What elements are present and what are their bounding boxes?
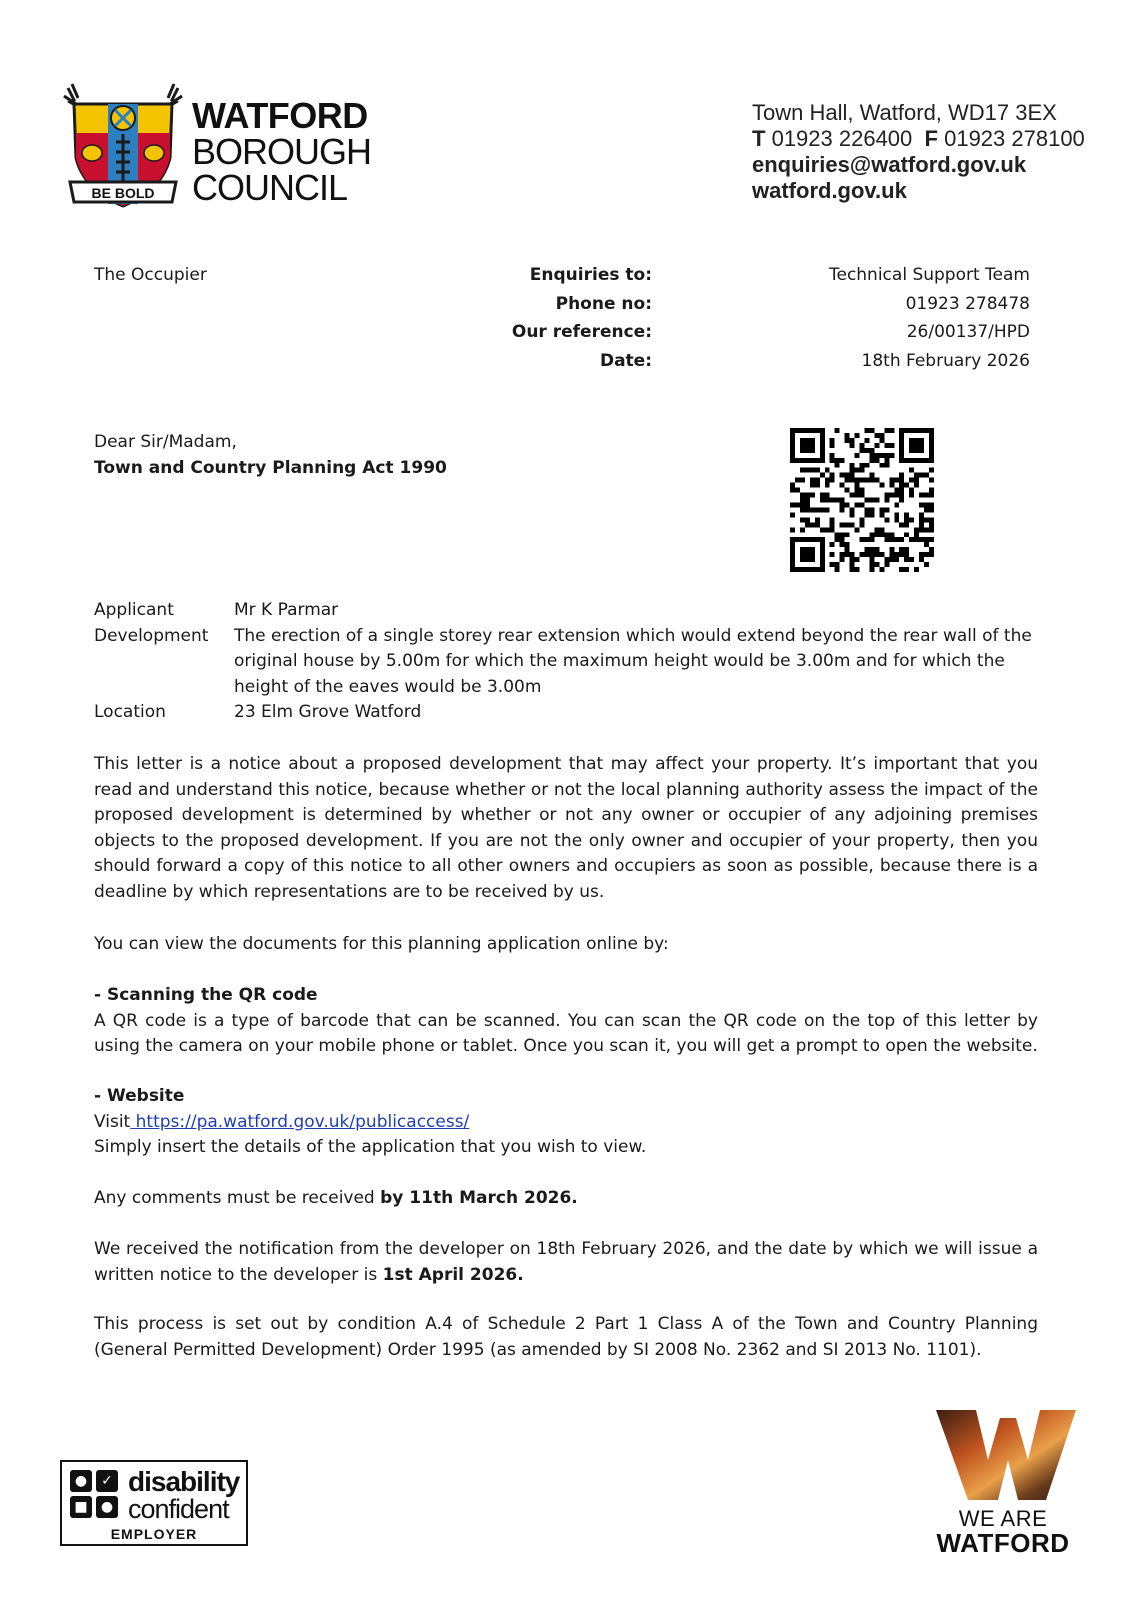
application-details bbox=[94, 598, 1034, 726]
website-text: Simply insert the details of the application that you wish to view. bbox=[94, 1137, 647, 1157]
visit-prefix: Visit bbox=[94, 1111, 131, 1132]
qr-text: A QR code is a type of barcode that can be scanned. You can scan the QR code on the top of this letter by using the camera on your mobile phone or tablet. Once you scan it, you will get a prompt to open the website. bbox=[94, 1010, 1038, 1056]
dc-line-2: confident bbox=[128, 1494, 229, 1524]
meta-value: 26/00137/HPD bbox=[906, 322, 1030, 342]
dc-line-1: disability bbox=[128, 1466, 240, 1497]
qr-code[interactable] bbox=[790, 428, 934, 572]
detail-row bbox=[94, 598, 1034, 624]
meta-label: Our reference: bbox=[511, 322, 652, 342]
detail-label: Location bbox=[94, 702, 166, 722]
logo-line-3: COUNCIL bbox=[192, 167, 348, 208]
visit-line bbox=[94, 1110, 1038, 1136]
w-mark-icon bbox=[936, 1410, 1076, 1500]
qr-section bbox=[94, 983, 1038, 1060]
logo-line-2: BOROUGH bbox=[192, 131, 372, 172]
issue-date: 1st April 2026. bbox=[382, 1264, 524, 1285]
people-icon: ● bbox=[70, 1470, 92, 1492]
comments-prefix: Any comments must be received bbox=[94, 1188, 381, 1208]
detail-row bbox=[94, 624, 1034, 701]
salutation: Dear Sir/Madam, bbox=[94, 432, 237, 452]
meta-label: Date: bbox=[599, 350, 652, 371]
council-crest-logo bbox=[62, 78, 184, 213]
detail-label: Applicant bbox=[94, 600, 174, 620]
notification-paragraph bbox=[94, 1237, 1038, 1288]
detail-value: Mr K Parmar bbox=[234, 600, 339, 620]
meta-row bbox=[380, 292, 1030, 321]
crest-motto: BE BOLD bbox=[91, 185, 155, 201]
tick-icon: ✓ bbox=[96, 1470, 118, 1492]
notice-paragraph: This letter is a notice about a proposed development that may affect your property. It’s important that you read and understand this notice, because whether or not the local planning authority assess the impact of the proposed development is determined by whether or not any owner or occupier of any adjoining premises objects to the proposed development. If you are not the only owner and occupier of your property, then you should forward a copy of this notice to all other owners and occupiers as soon as possible, because there is a deadline by which representations are to be received by us. bbox=[94, 754, 1038, 902]
reference-block bbox=[380, 263, 1030, 377]
logo-line-1: WATFORD bbox=[192, 95, 368, 136]
meta-row bbox=[380, 320, 1030, 349]
detail-value: The erection of a single storey rear extension which would extend beyond the rear wall of the original house by 5.00m for which the maximum height would be 3.00m and for which the height of the eaves would be 3.00m bbox=[234, 625, 1032, 697]
meta-value: 01923 278478 bbox=[905, 293, 1030, 314]
meta-row bbox=[380, 349, 1030, 378]
comments-deadline-paragraph bbox=[94, 1186, 1038, 1212]
phone-prefix: T bbox=[752, 126, 766, 151]
meta-row bbox=[380, 263, 1030, 292]
meta-label: Enquiries to: bbox=[529, 265, 652, 285]
website-heading: - Website bbox=[94, 1086, 185, 1106]
meta-value: 18th February 2026 bbox=[861, 350, 1030, 371]
contact-address: Town Hall, Watford, WD17 3EX bbox=[752, 100, 1057, 125]
council-name-logo bbox=[192, 95, 372, 208]
website-section bbox=[94, 1084, 1038, 1161]
legislation-paragraph: This process is set out by condition A.4 of Schedule 2 Part 1 Class A of the Town and Country Planning (General Permitted Development) Order 1995 (as amended by SI 2008 No. 2362 and SI 2013 No. 1101). bbox=[94, 1314, 1038, 1360]
comments-deadline: by 11th March 2026. bbox=[380, 1188, 578, 1208]
contact-website[interactable]: watford.gov.uk bbox=[752, 178, 907, 203]
wa-line-2: WATFORD bbox=[936, 1528, 1070, 1558]
recipient: The Occupier bbox=[94, 265, 207, 285]
received-text: We received the notification from the developer on 18th February 2026, and the date by which we will issue a written notice to the developer is bbox=[94, 1239, 1038, 1285]
view-documents-intro: You can view the documents for this planning application online by: bbox=[94, 934, 669, 954]
act-title: Town and Country Planning Act 1990 bbox=[94, 457, 447, 478]
meta-label: Phone no: bbox=[555, 293, 652, 314]
wa-line-1: WE ARE bbox=[958, 1506, 1048, 1531]
fax-number: 01923 278100 bbox=[944, 126, 1085, 151]
person-icon: ● bbox=[96, 1496, 118, 1518]
phone-number: 01923 226400 bbox=[771, 126, 913, 151]
meta-value: Technical Support Team bbox=[828, 265, 1030, 285]
we-are-watford-logo bbox=[928, 1410, 1078, 1560]
detail-label: Development bbox=[94, 625, 209, 646]
lock-icon: ■ bbox=[70, 1496, 92, 1518]
disability-confident-badge bbox=[60, 1460, 248, 1546]
public-access-link[interactable]: https://pa.watford.gov.uk/publicaccess/ bbox=[130, 1111, 470, 1132]
qr-heading: - Scanning the QR code bbox=[94, 985, 318, 1005]
detail-value: 23 Elm Grove Watford bbox=[234, 702, 422, 722]
contact-phones bbox=[752, 126, 1085, 152]
detail-row bbox=[94, 700, 1034, 726]
dc-line-3: EMPLOYER bbox=[62, 1526, 246, 1542]
fax-prefix: F bbox=[924, 126, 938, 151]
contact-email[interactable]: enquiries@watford.gov.uk bbox=[752, 152, 1027, 177]
contact-block bbox=[752, 100, 1085, 204]
salutation-block bbox=[94, 430, 447, 481]
